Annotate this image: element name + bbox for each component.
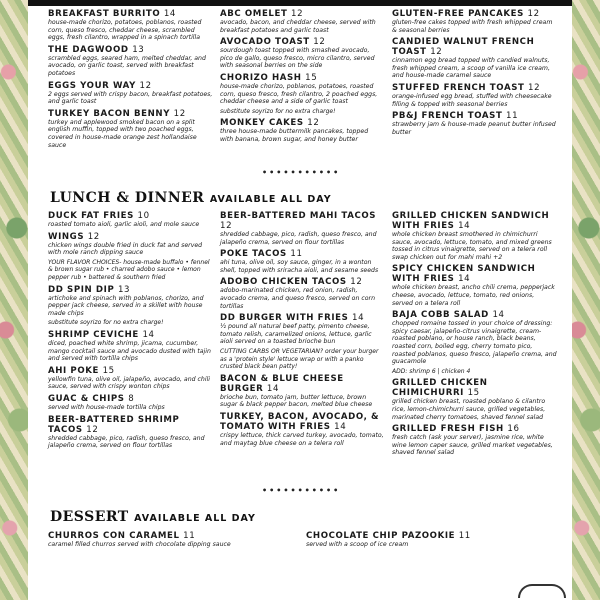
carbs-vegetarian-note: CUTTING CARBS OR VEGETARIAN? order your burger as a 'protein style' lettuce wrap or with a panko crusted black bean patty! — [220, 347, 379, 371]
dessert-availability: AVAILABLE ALL DAY — [134, 513, 256, 524]
menu-item-price: 12 — [87, 231, 100, 242]
menu-item-description: gluten-free cakes topped with fresh whipped cream & seasonal berries — [392, 19, 553, 34]
menu-item-name — [392, 211, 557, 231]
menu-item-price: 15 — [467, 388, 480, 399]
menu-item — [392, 310, 557, 366]
menu-item — [392, 378, 557, 421]
menu-item-price: 13 — [132, 44, 145, 55]
menu-item-title: POKE TACOS — [220, 249, 287, 260]
menu-item-name — [48, 330, 213, 340]
menu-item-name — [392, 378, 557, 398]
menu-item-name — [392, 9, 557, 19]
lunch-column-3 — [392, 208, 557, 457]
menu-item-description: caramel filled churros served with chocolate dipping sauce — [48, 541, 231, 548]
menu-item-title: MONKEY CAKES — [220, 118, 304, 129]
menu-item-title: CHORIZO HASH — [220, 72, 302, 83]
menu-item-title: GRILLED CHICKEN CHIMICHURRI — [392, 378, 488, 399]
tropical-border-left — [0, 0, 28, 600]
menu-item-price: 12 — [430, 47, 443, 58]
menu-item-title: GLUTEN-FREE PANCAKES — [392, 9, 524, 19]
menu-item-title: BREAKFAST BURRITO — [48, 9, 161, 19]
menu-item — [220, 118, 380, 143]
menu-item-price: 14 — [334, 421, 347, 432]
menu-item-description: shredded cabbage, pico, radish, queso fresco, and jalapeño crema, served on flour tortillas — [48, 434, 205, 450]
menu-item-name — [392, 264, 557, 284]
menu-item-title: SPICY CHICKEN SANDWICH WITH FRIES — [392, 264, 536, 285]
menu-item-name — [48, 415, 213, 435]
menu-item-title: CANDIED WALNUT FRENCH TOAST — [392, 37, 535, 58]
menu-item-title: SHRIMP CEVICHE — [48, 329, 139, 340]
menu-item-name — [220, 277, 385, 287]
dessert-column-1 — [48, 528, 298, 549]
menu-item-name — [220, 118, 380, 128]
menu-item-description: chopped romaine tossed in your choice of dressing: spicy caesar, jalapeño-citrus vinaigrette, cream-roasted poblano, or house ranch, black beans, roasted corn, boiled egg, cherry tomato pico, roasted poblanos, queso fresco, jalapeño crema, and guacamole — [392, 320, 557, 366]
menu-item — [220, 277, 385, 310]
menu-item-title: GRILLED CHICKEN SANDWICH WITH FRIES — [392, 211, 550, 231]
menu-item-price: 12 — [527, 9, 540, 19]
menu-item-title: EGGS YOUR WAY — [48, 80, 136, 91]
menu-item-description: served with a scoop of ice cream — [306, 541, 409, 548]
menu-item-description: served with house-made tortilla chips — [48, 403, 165, 411]
menu-item-price: 12 — [350, 277, 363, 288]
menu-item-price: 11 — [183, 531, 196, 541]
menu-item-title: WINGS — [48, 231, 85, 242]
menu-item-description: crispy lettuce, thick carved turkey, avocado, tomato, and maytag blue cheese on a telera roll — [220, 431, 384, 447]
menu-item — [48, 285, 213, 318]
menu-item — [220, 412, 385, 447]
dessert-column-2 — [306, 528, 556, 549]
menu-item-name — [220, 73, 380, 83]
menu-item-price: 16 — [507, 424, 520, 435]
menu-item-price: 14 — [163, 9, 176, 19]
menu-item — [392, 37, 557, 80]
menu-item-name — [48, 285, 213, 295]
menu-item-name — [306, 531, 556, 541]
menu-item-name — [220, 9, 380, 19]
menu-item-description: diced, poached white shrimp, jicama, cucumber, mango cocktail sauce and avocado dusted with tajin and served with tortilla chips — [48, 339, 211, 363]
dessert-title: DESSERT — [50, 509, 129, 525]
menu-item-description: grilled chicken breast, roasted poblano & cilantro rice, lemon-chimichurri sauce, grilled vegetables, marinated cherry tomatoes, shaved fennel salad — [392, 398, 546, 421]
divider-2: ••••••••••• — [262, 486, 341, 495]
menu-item-title: ABC OMELET — [220, 9, 288, 19]
menu-item-title: THE DAGWOOD — [48, 44, 129, 55]
menu-item-name — [220, 249, 385, 259]
lunch-title: LUNCH & DINNER — [50, 190, 205, 206]
menu-item-title: TURKEY, BACON, AVOCADO, & TOMATO WITH FRIES — [220, 411, 380, 432]
menu-item-description: whole chicken breast, ancho chili crema, pepperjack cheese, avocado, lettuce, tomato, red onions, served on a telera roll — [392, 284, 555, 307]
menu-item-name — [392, 111, 557, 121]
menu-item-description: three house-made buttermilk pancakes, topped with banana, brown sugar, and honey butter — [220, 128, 369, 143]
menu-item-title: GRILLED FRESH FISH — [392, 424, 504, 435]
menu-item — [392, 264, 557, 307]
menu-item-price: 8 — [128, 393, 135, 404]
menu-item-price: 14 — [142, 329, 155, 340]
menu-item-description: cinnamon egg bread topped with candied walnuts, fresh whipped cream, a scoop of vanilla ice cream, and house-made caramel sauce — [392, 57, 550, 80]
lunch-column-2 — [220, 208, 385, 447]
restaurant-logo — [518, 584, 566, 598]
menu-item — [48, 330, 213, 363]
menu-item — [306, 531, 556, 549]
menu-item — [48, 366, 213, 391]
menu-item — [220, 211, 385, 246]
lunch-section-title — [50, 190, 332, 206]
menu-item — [220, 249, 385, 274]
menu-item-name — [392, 37, 557, 57]
dessert-section-title — [50, 509, 256, 525]
menu-item-name — [48, 81, 213, 91]
menu-item — [48, 45, 213, 78]
menu-item-description: shredded cabbage, pico, radish, queso fresco, and jalapeño crema, served on flour tortillas — [220, 231, 377, 246]
add-protein-note: ADD: shrimp 6 | chicken 4 — [392, 367, 471, 375]
menu-item-price: 12 — [291, 9, 304, 19]
menu-item-price: 15 — [102, 365, 115, 376]
menu-item-name — [48, 45, 213, 55]
menu-item — [392, 424, 557, 457]
menu-item-name — [48, 9, 213, 19]
menu-item — [48, 109, 213, 149]
menu-item — [392, 9, 557, 34]
menu-item-name — [48, 394, 213, 404]
lunch-column-1 — [48, 208, 213, 450]
menu-item-description: adobo-marinated chicken, red onion, radish, avocado crema, and queso fresco, served on corn tortillas — [220, 287, 375, 310]
menu-item-description: ½ pound all natural beef patty, pimento cheese, tomato relish, caramelized onions, lettuce, garlic aioli served on a toasted brioche bun — [220, 323, 372, 346]
menu-item — [48, 232, 213, 257]
menu-item — [220, 73, 380, 106]
menu-item-description: sourdough toast topped with smashed avocado, pico de gallo, queso fresco, micro cilantro, served with seasonal berries on the side — [220, 47, 375, 70]
menu-item — [220, 9, 380, 34]
menu-item-price: 12 — [139, 80, 152, 91]
menu-item-name — [220, 211, 385, 231]
menu-item-description: strawberry jam & house-made peanut butter infused butter — [392, 121, 556, 136]
menu-item-price: 12 — [86, 424, 99, 435]
menu-item-name — [48, 211, 213, 221]
breakfast-column-1 — [48, 6, 213, 149]
menu-item-price: 10 — [137, 211, 150, 221]
menu-item-description: roasted tomato aioli, garlic aioli, and mole sauce — [48, 221, 200, 228]
flavor-choices-note: YOUR FLAVOR CHOICES- house-made buffalo • fennel & brown sugar rub • charred adobo sauce • lemon pepper rub • battered & southern fried — [48, 258, 210, 281]
menu-item-description: house-made chorizo, poblanos, potatoes, roasted corn, queso fresco, fresh cilantro, 2 poached eggs, cheddar cheese and a side of garlic toast — [220, 82, 378, 106]
menu-item-price: 13 — [117, 284, 131, 295]
menu-item-description: house-made chorizo, potatoes, poblanos, roasted corn, queso fresco, cheddar cheese, scrambled eggs, fresh cilantro, wrapped in a spinach tortilla — [48, 19, 202, 42]
menu-item — [220, 37, 380, 70]
menu-item-title: GUAC & CHIPS — [48, 393, 125, 404]
menu-item-title: DD SPIN DIP — [48, 284, 115, 295]
menu-item-description: avocado, bacon, and cheddar cheese, served with breakfast potatoes and garlic toast — [220, 19, 376, 34]
menu-item-description: orange-infused egg bread, stuffed with cheesecake filling & topped with seasonal berries — [392, 92, 552, 108]
menu-item-title: ADOBO CHICKEN TACOS — [220, 277, 347, 288]
menu-item-price: 12 — [528, 82, 541, 93]
menu-item-name — [48, 366, 213, 376]
menu-item-description: 2 eggs served with crispy bacon, breakfast potatoes, and garlic toast — [48, 90, 213, 106]
menu-item — [48, 394, 213, 412]
menu-item — [48, 211, 213, 229]
menu-item-name — [220, 37, 380, 47]
menu-item-title: TURKEY BACON BENNY — [48, 108, 171, 119]
menu-item-title: CHURROS CON CARAMEL — [48, 531, 180, 541]
menu-item-title: BACON & BLUE CHEESE BURGER — [220, 373, 344, 394]
menu-item-name — [392, 424, 557, 434]
menu-item-title: AHI POKE — [48, 365, 99, 376]
divider-1: ••••••••••• — [262, 168, 341, 177]
menu-item-name — [48, 531, 298, 541]
tropical-border-right — [572, 0, 600, 600]
menu-item-title: CHOCOLATE CHIP PAZOOKIE — [306, 531, 456, 541]
menu-item — [392, 83, 557, 108]
menu-item-title: BAJA COBB SALAD — [392, 310, 489, 321]
menu-item-title: STUFFED FRENCH TOAST — [392, 82, 525, 93]
menu-item — [48, 9, 213, 42]
lunch-availability: AVAILABLE ALL DAY — [209, 194, 332, 205]
menu-item-title: DUCK FAT FRIES — [48, 211, 134, 221]
menu-item-price: 12 — [313, 37, 326, 48]
menu-item — [392, 211, 557, 261]
menu-item-title: AVOCADO TOAST — [220, 37, 310, 48]
menu-item-price: 14 — [266, 383, 280, 394]
menu-item-title: BEER-BATTERED MAHI TACOS — [220, 211, 377, 221]
menu-item-price: 14 — [492, 310, 505, 321]
menu-item — [392, 111, 557, 136]
menu-item-price: 12 — [220, 221, 233, 231]
menu-item-title: DD BURGER WITH FRIES — [220, 313, 349, 324]
menu-item-description: turkey and applewood smoked bacon on a split english muffin, topped with two poached eggs, covered in house-made orange zest hollandaise sauce — [48, 118, 197, 149]
menu-item-price: 11 — [506, 111, 519, 122]
menu-item-description: ahi tuna, olive oil, soy sauce, ginger, in a wonton shell, topped with sriracha aioli, and sesame seeds — [220, 259, 379, 274]
soyrizo-note: substitute soyrizo for no extra charge! — [220, 107, 336, 115]
menu-item-price: 14 — [352, 313, 365, 324]
menu-item-description: chicken wings double fried in duck fat and served with mole ranch dipping sauce — [48, 241, 203, 257]
breakfast-column-3 — [392, 6, 557, 136]
menu-item-name — [48, 232, 213, 242]
menu-item-description: scrambled eggs, seared ham, melted cheddar, and avocado, on garlic toast, served with breakfast potatoes — [48, 54, 206, 77]
menu-item — [48, 415, 213, 450]
menu-item-price: 15 — [305, 72, 318, 83]
menu-item-description: whole chicken breast smothered in chimichurri sauce, avocado, lettuce, tomato, and mixed greens tossed in citrus vinaigrette, served on a telera roll swap chicken out for mahi mahi +2 — [392, 231, 552, 261]
menu-item-description: yellowfin tuna, olive oil, jalapeño, avocado, and chili sauce, served with crispy wonton chips — [48, 375, 211, 391]
menu-item-title: PB&J FRENCH TOAST — [392, 111, 503, 122]
menu-item-price: 14 — [458, 274, 471, 285]
menu-item-price: 14 — [458, 221, 471, 231]
menu-item-name — [392, 310, 557, 320]
menu-item — [220, 374, 385, 409]
menu-item-description: artichoke and spinach with poblanos, chorizo, and pepper jack cheese, served in a skillet with house made chips — [48, 294, 204, 317]
menu-item-price: 12 — [173, 108, 186, 119]
menu-item-name — [220, 374, 385, 394]
menu-item-price: 11 — [290, 249, 303, 260]
menu-item-description: fresh catch (ask your server), jasmine rice, white wine lemon caper sauce, grilled market vegetables, shaved fennel salad — [392, 434, 553, 457]
menu-item — [220, 313, 385, 346]
menu-item-name — [220, 412, 385, 432]
menu-item — [48, 531, 298, 549]
menu-item-price: 12 — [307, 118, 320, 129]
menu-item-name — [392, 83, 557, 93]
menu-item-price: 11 — [458, 531, 471, 541]
menu-item-name — [220, 313, 385, 323]
menu-item-name — [48, 109, 213, 119]
breakfast-column-2 — [220, 6, 380, 144]
menu-item-title: BEER-BATTERED SHRIMP TACOS — [48, 414, 180, 435]
soyrizo-note: substitute soyrizo for no extra charge! — [48, 319, 164, 327]
menu-item-description: brioche bun, tomato jam, butter lettuce, brown sugar & black pepper bacon, melted blue cheese — [220, 393, 373, 409]
menu-item — [48, 81, 213, 106]
